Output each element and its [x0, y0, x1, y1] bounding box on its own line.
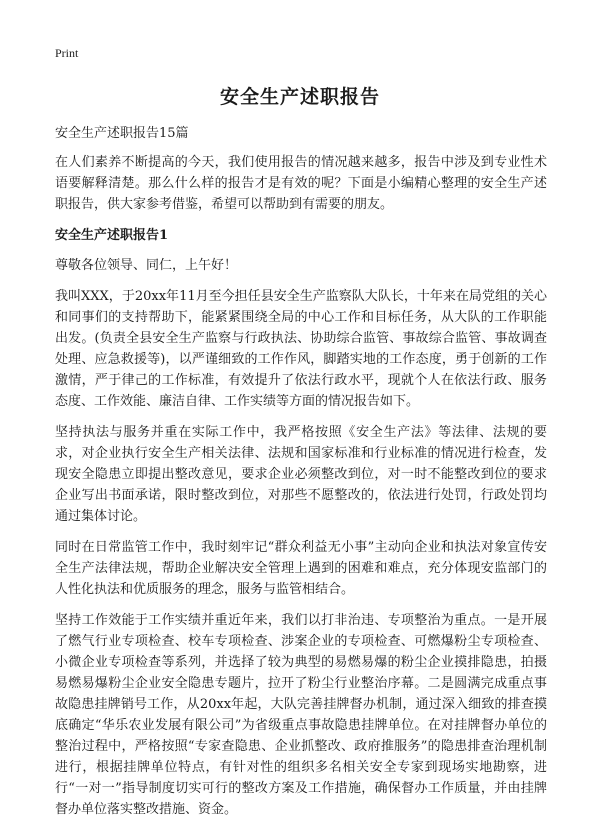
body-paragraph: 同时在日常监管工作中，我时刻牢记“群众利益无小事”主动向企业和执法对象宣传安全生产法律法规，帮助企业解决安全管理上遇到的困难和难点，充分体现安监部门的人性化执法和优质服务的理念，服务与监管相结合。	[55, 540, 547, 597]
print-link[interactable]: Print	[55, 46, 79, 60]
greeting-paragraph: 尊敬各位领导、同仁，上午好！	[55, 258, 238, 273]
section-heading: 安全生产述职报告1	[55, 228, 169, 243]
intro-paragraph: 在人们素养不断提高的今天，我们使用报告的情况越来越多，报告中涉及到专业性术语要解释清楚。那么什么样的报告才是有效的呢？下面是小编精心整理的安全生产述职报告，供大家参考借鉴，希望可以帮助到有需要的朋友。	[55, 155, 547, 212]
page-title: 安全生产述职报告	[219, 86, 380, 108]
body-paragraph: 坚持执法与服务并重在实际工作中，我严格按照《安全生产法》等法律、法规的要求，对企业执行安全生产相关法律、法规和国家标准和行业标准的情况进行检查，发现安全隐患立即提出整改意见，要求企业必须整改到位，对一时不能整改到位的要求企业写出书面承诺，限时整改到位，对那些不愿整改的，依法进行处罚，行政处罚均通过集体讨论。	[55, 425, 547, 524]
document-subtitle: 安全生产述职报告15篇	[55, 126, 189, 141]
body-paragraph: 坚持工作效能于工作实绩并重近年来，我们以打非治违、专项整治为重点。一是开展了燃气行业专项检查、校车专项检查、涉案企业的专项检查、可燃爆粉尘专项检查、小微企业专项检查等系列，并选择了较为典型的易燃易爆的粉尘企业摸排隐患，拍摄易燃易爆粉尘企业安全隐患专题片，拉开了粉尘行业整治序幕。二是圆满完成重点事故隐患挂牌销号工作，从20xx年起，大队完善挂牌督办机制，通过深入细致的排查摸底确定“华乐农业发展有限公司”为省级重点事故隐患挂牌单位。在对挂牌督办单位的整治过程中，严格按照“专家查隐患、企业抓整改、政府推服务”的隐患排查治理机制进行，根据挂牌单位特点，有针对性的组织多名相关安全专家到现场实地勘察，进行“一对一”指导制度切实可行的整改方案及工作措施，确保督办工作质量，并由挂牌督办单位落实整改措施、资金。	[55, 613, 547, 817]
body-paragraph: 我叫XXX，于20xx年11月至今担任县安全生产监察队大队长，十年来在局党组的关心和同事们的支持帮助下，能紧紧围绕全局的中心工作和目标任务，从大队的工作职能出发。(负责全县安全生产监察与行政执法、协助综合监管、事故综合监管、事故调查处理、应急救援等)，以严谨细致的工作作风，脚踏实地的工作态度，勇于创新的工作激情，严于律己的工作标准，有效提升了依法行政水平，现就个人在依法行政、服务态度、工作效能、廉洁自律、工作实绩等方面的情况报告如下。	[55, 289, 547, 409]
document-body	[55, 152, 547, 830]
